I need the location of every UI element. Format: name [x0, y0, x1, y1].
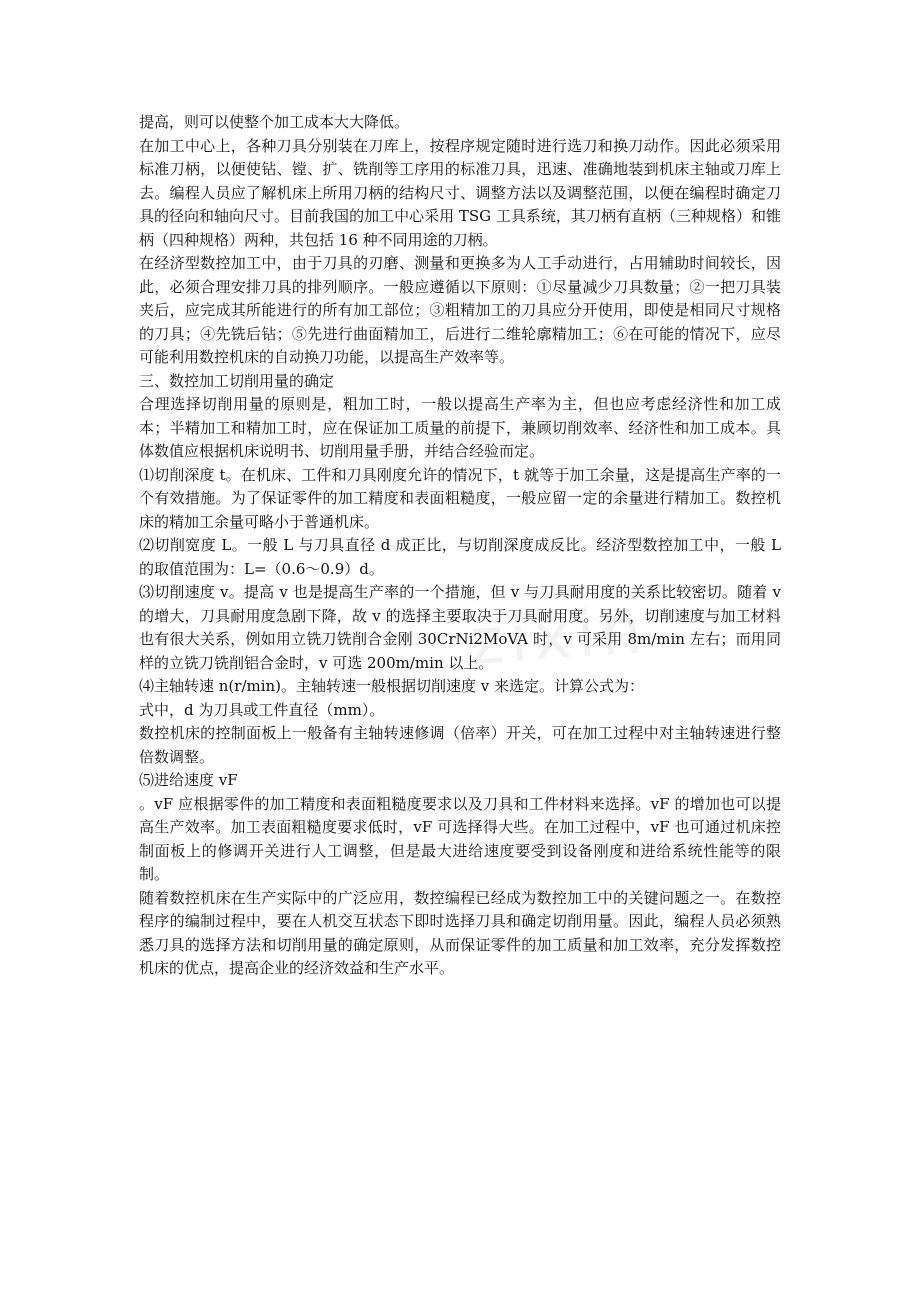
paragraph-cutting-speed: ⑶切削速度 v。提高 v 也是提高生产率的一个措施，但 v 与刀具耐用度的关系比较密切。随着 v 的增大，刀具耐用度急剧下降，故 v 的选择主要取决于刀具耐用度。另外，切削速度与加工材料也有很大关系，例如用立铣刀铣削合金刚 30CrNi2MoVA 时，v 可采用 8m/min 左右；而用同样的立铣刀铣削铝合金时，v 可选 200m/min 以上。 [139, 583, 781, 672]
paragraph-formula-note: 式中，d 为刀具或工件直径（mm）。 [139, 700, 385, 719]
paragraph-cutting-depth: ⑴切削深度 t。在机床、工件和刀具刚度允许的情况下，t 就等于加工余量，这是提高生产率的一个有效措施。为了保证零件的加工精度和表面粗糙度，一般应留一定的余量进行精加工。数控机床的精加工余量可略小于普通机床。 [139, 465, 781, 531]
paragraph-machining-center-tools: 在加工中心上，各种刀具分别装在刀库上，按程序规定随时进行选刀和换刀动作。因此必须采用标准刀柄，以便使钻、镗、扩、铣削等工序用的标准刀具，迅速、准确地装到机床主轴或刀库上去。编程人员应了解机床上所用刀柄的结构尺寸、调整方法以及调整范围，以便在编程时确定刀具的径向和轴向尺寸。目前我国的加工中心采用 TSG 工具系统，其刀柄有直柄（三种规格）和锥柄（四种规格）两种，共包括 16 种不同用途的刀柄。 [139, 136, 781, 249]
paragraph-spindle-override: 数控机床的控制面板上一般备有主轴转速修调（倍率）开关，可在加工过程中对主轴转速进行整倍数调整。 [139, 724, 781, 766]
document-body [139, 111, 781, 981]
watermark: zixin [467, 593, 650, 681]
paragraph-tool-order-principles: 在经济型数控加工中，由于刀具的刃磨、测量和更换多为人工手动进行，占用辅助时间较长，因此，必须合理安排刀具的排列顺序。一般应遵循以下原则：①尽量减少刀具数量；②一把刀具装夹后，应完成其所能进行的所有加工部位；③粗精加工的刀具应分开使用，即使是相同尺寸规格的刀具；④先铣后钻；⑤先进行曲面精加工，后进行二维轮廓精加工；⑥在可能的情况下，应尽可能利用数控机床的自动换刀功能，以提高生产效率等。 [139, 254, 781, 366]
paragraph-cutting-principles: 合理选择切削用量的原则是，粗加工时，一般以提高生产率为主，但也应考虑经济性和加工成本；半精加工和精加工时，应在保证加工质量的前提下，兼顾切削效率、经济性和加工成本。具体数值应根据机床说明书、切削用量手册，并结合经验而定。 [139, 395, 781, 460]
paragraph-feed-speed-heading: ⑸进给速度 vF [139, 771, 238, 789]
paragraph-feed-speed: 。vF 应根据零件的加工精度和表面粗糙度要求以及刀具和工件材料来选择。vF 的增加也可以提高生产效率。加工表面粗糙度要求低时，vF 可选择得大些。在加工过程中，vF 也可通过机床控制面板上的修调开关进行人工调整，但是最大进给速度要受到设备刚度和进给系统性能等的限制。 [139, 794, 781, 883]
paragraph-conclusion: 随着数控机床在生产实际中的广泛应用，数控编程已经成为数控加工中的关键问题之一。在数控程序的编制过程中，要在人机交互状态下即时选择刀具和确定切削用量。因此，编程人员必须熟悉刀具的选择方法和切削用量的确定原则，从而保证零件的加工质量和加工效率，充分发挥数控机床的优点，提高企业的经济效益和生产水平。 [139, 888, 781, 977]
paragraph-cutting-width: ⑵切削宽度 L。一般 L 与刀具直径 d 成正比，与切削深度成反比。经济型数控加工中，一般 L 的取值范围为：L=（0.6～0.9）d。 [139, 536, 781, 578]
paragraph-spindle-speed: ⑷主轴转速 n(r/min)。主轴转速一般根据切削速度 v 来选定。计算公式为： [139, 677, 645, 695]
section-heading-cutting-parameters: 三、数控加工切削用量的确定 [139, 371, 335, 390]
paragraph-cost-reduction: 提高，则可以使整个加工成本大大降低。 [139, 113, 410, 131]
